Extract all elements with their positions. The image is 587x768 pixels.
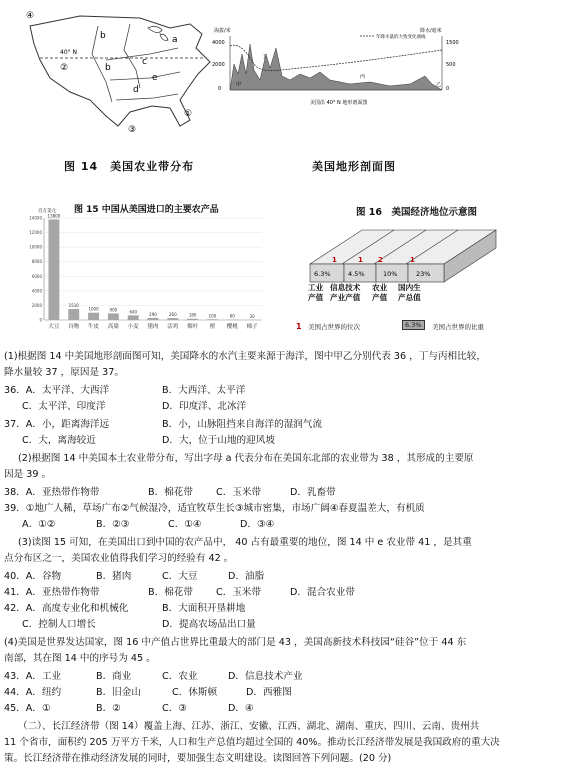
q40-option-a: 40．A．谷物 — [4, 571, 62, 582]
fig16-col-industry: 工业 产值 — [308, 283, 324, 302]
q44-option-b: B．旧金山 — [96, 687, 141, 698]
profile-tick-0: 0 — [218, 86, 222, 92]
q38-option-a: 38．A．亚热带作物带 — [4, 487, 100, 498]
legend-rank-num: 1 — [296, 322, 302, 331]
q40-option-b: B．猪肉 — [96, 571, 132, 582]
q36-option-c: C．太平洋、印度洋 — [22, 401, 106, 412]
fig15-bar — [167, 318, 178, 320]
latitude-label: 40° N — [60, 49, 78, 56]
terrain-fill — [230, 44, 442, 90]
q40-option-d: D．油脂 — [228, 571, 265, 582]
profile-tick-2000: 2000 — [212, 62, 225, 68]
q37-option-d: D．大，位于山地的迎风坡 — [162, 435, 275, 446]
profile-rtick-500: 500 — [446, 62, 456, 68]
q44-option-a: 44．A．纽约 — [4, 687, 62, 698]
q36-option-a: 36．A．太平洋、大西洋 — [4, 385, 110, 396]
fig15-container — [22, 198, 272, 338]
q43-option-b: B．商业 — [96, 671, 132, 682]
fig15-category-label: 猪肉 — [147, 324, 159, 330]
marker-3: ③ — [128, 125, 137, 135]
fig15-category-label: 烟叶 — [187, 324, 199, 330]
fig15-value-label: 1000 — [88, 306, 99, 312]
q36-stem-2: 降水量较 37 ，原因是 37。 — [4, 367, 124, 378]
q41-option-a: 41．A．亚热带作物带 — [4, 587, 100, 598]
fig15-bar — [207, 319, 218, 320]
fig15-bar — [48, 219, 59, 320]
q39-option-a: A．①② — [22, 519, 56, 530]
belt-label-a: a — [172, 35, 178, 45]
fig15-y-tick: 10000 — [29, 244, 42, 250]
fig16-col-agri: 农业 产值 — [372, 283, 388, 302]
fig16-col-gdp: 国内生 产总值 — [398, 283, 421, 302]
q45-option-c: C．③ — [162, 703, 187, 714]
fig15-category-label: 樱桃 — [226, 324, 238, 330]
fig15-bar — [187, 319, 198, 320]
fig15-unit: 百万美元 — [38, 209, 56, 214]
q38-option-b: B．棉花带 — [148, 487, 193, 498]
rank-it: 1 — [358, 256, 363, 264]
fig15-bar — [68, 309, 79, 320]
fig15-y-tick: 0 — [39, 317, 42, 323]
profile-jia: 甲 — [236, 82, 242, 88]
belt-label-e: e — [152, 73, 158, 83]
q41-option-d: D．混合农业带 — [290, 587, 355, 598]
q38-option-d: D．乳畜带 — [290, 487, 336, 498]
q42-option-d: D．提高农场品出口量 — [162, 619, 256, 630]
fig15-category-label: 棉子 — [246, 324, 258, 330]
share-agri: 10% — [383, 270, 398, 278]
fig15-value-label: 13800 — [47, 213, 61, 219]
fig15-value-label: 30 — [249, 313, 255, 319]
us-outline — [30, 16, 210, 126]
q42-option-b: B．大面积开垦耕地 — [162, 603, 246, 614]
belt-label-c: c — [142, 57, 147, 67]
q38-stem-1: (2)根据图 14 中美国本土农业带分布，写出字母 a 代表分布在美国东北部的农业带为 38 ，其形成的主要原 — [18, 453, 474, 464]
terrain-profile — [210, 24, 460, 114]
rank-agri: 2 — [378, 256, 383, 264]
section2-line-2: 11 个省市，面积约 205 万平方千米，人口和生产总值均超过全国的 40%。推动长江经济带发展是我国政府的重大决 — [4, 737, 500, 748]
fig15-value-label: 60 — [229, 313, 235, 319]
fig15-category-label: 活鸡 — [167, 324, 179, 330]
profile-y-left-label: 海拔/米 — [214, 28, 231, 34]
q41-option-b: B．棉花带 — [148, 587, 193, 598]
share-industry: 6.3% — [314, 270, 331, 278]
q38-stem-2: 因是 39 。 — [4, 469, 52, 480]
fig15-category-label: 高粱 — [107, 324, 119, 330]
q39-option-d: D．③④ — [240, 519, 275, 530]
fig15-y-tick: 12000 — [29, 230, 42, 236]
section2-line-3: 策。长江经济带在推动经济发展的同时，要加强生态文明建设。读图回答下列问题。(20 分) — [4, 753, 392, 764]
q43-option-d: D．信息技术产业 — [228, 671, 303, 682]
belt-label-b1: b — [100, 31, 106, 41]
fig15-bar — [148, 318, 159, 320]
marker-1: ① — [184, 109, 193, 119]
q36-stem-1: (1)根据图 14 中美国地形剖面图可知，美国降水的水汽主要来源于海洋，图中甲乙分别代表 36 ，丁与丙相比较， — [4, 351, 486, 362]
profile-ding: 丁 — [262, 54, 268, 60]
profile-yi: 乙 — [436, 82, 442, 88]
belt-label-b2: b — [105, 63, 111, 73]
profile-tick-4000: 4000 — [212, 40, 225, 46]
fig15-bar — [108, 313, 119, 320]
fig15-category-label: 小麦 — [127, 324, 139, 330]
q36-option-b: B．大西洋、太平洋 — [162, 385, 246, 396]
profile-y-right-label: 降水/毫米 — [420, 28, 442, 34]
fig15-category-label: 牛皮 — [88, 324, 100, 330]
q44-option-d: D．西雅图 — [246, 687, 292, 698]
share-gdp: 23% — [416, 270, 431, 278]
fig15-y-tick: 8000 — [31, 259, 42, 265]
profile-legend: 年降水量的大致变化曲线 — [376, 35, 426, 40]
us-agriculture-map — [20, 4, 230, 139]
fig15-y-tick: 14000 — [29, 215, 42, 221]
fig15-y-tick: 2000 — [31, 302, 42, 308]
fig15-value-label: 100 — [208, 313, 217, 319]
q36-option-d: D．印度洋、北冰洋 — [162, 401, 247, 412]
q43-option-a: 43．A．工业 — [4, 671, 62, 682]
q41-option-c: C．玉米带 — [216, 587, 262, 598]
legend-share-text: 美国占世界的比重 — [432, 323, 484, 331]
profile-x-caption: 美国沿 40° N 地形剖面图 — [310, 100, 368, 106]
fig15-value-label: 260 — [168, 312, 177, 318]
fig16-title: 图 16 美国经济地位示意图 — [356, 207, 478, 218]
rank-gdp: 1 — [410, 256, 415, 264]
fig15-y-tick: 6000 — [31, 273, 42, 279]
q39-line: 39．①地广人稀，草场广布②气候湿冷，适宜牧草生长③城市密集，市场广阔④春夏温差大，有机质 — [4, 503, 425, 514]
fig15-category-label: 橙 — [209, 324, 216, 330]
q37-option-b: B．小，山脉阻挡来自海洋的湿润气流 — [162, 419, 323, 430]
fig15-value-label: 180 — [188, 312, 197, 318]
q38-option-c: C．玉米带 — [216, 487, 262, 498]
profile-bing: 丙 — [360, 74, 366, 80]
q44-option-c: C．休斯顿 — [172, 687, 218, 698]
fig15-value-label: 900 — [109, 307, 118, 313]
fig15-chart — [22, 198, 272, 338]
rank-industry: 1 — [332, 256, 337, 264]
q43-stem-2: 南部，其在图 14 中的序号为 45 。 — [4, 653, 156, 664]
marker-2: ② — [60, 63, 69, 73]
belt-label-d: d — [133, 85, 139, 95]
q45-option-b: B．② — [96, 703, 121, 714]
fig15-category-label: 大豆 — [48, 324, 60, 330]
profile-caption: 美国地形剖面图 — [312, 160, 396, 173]
fig15-title: 图 15 中国从美国进口的主要农产品 — [74, 205, 219, 215]
q40-option-c: C．大豆 — [162, 571, 198, 582]
q45-option-d: D．④ — [228, 703, 254, 714]
fig16-col-it: 信息技术 产业产值 — [330, 283, 361, 302]
fig14-caption: 图 14 美国农业带分布 — [64, 160, 195, 173]
q39-option-b: B．②③ — [96, 519, 130, 530]
fig15-bar — [88, 313, 99, 320]
legend-rank-text: 美国占世界的位次 — [308, 323, 360, 331]
fig15-y-tick: 4000 — [31, 288, 42, 294]
fig15-value-label: 640 — [129, 309, 138, 315]
fig15-value-label: 1510 — [68, 302, 79, 308]
marker-4: ④ — [26, 11, 35, 21]
legend-share-box: 6.3% — [402, 320, 425, 330]
q42-option-a: 42．A．高度专业化和机械化 — [4, 603, 129, 614]
section2-line-1: （二）、长江经济带（图 14）覆盖上海、江苏、浙江、安徽、江西、湖北、湖南、重庆、四川、云南、贵州共 — [18, 721, 480, 732]
fig15-category-label: 谷物 — [68, 324, 80, 330]
fig15-bar — [128, 315, 139, 320]
profile-rtick-0: 0 — [446, 86, 450, 92]
q43-stem-1: (4)美国是世界发达国家，图 16 中产值占世界比重最大的部门是 43 ，美国高新技术科技园“硅谷”位于 44 东 — [4, 637, 467, 648]
fig15-value-label: 290 — [149, 311, 157, 317]
q39-option-c: C．①④ — [168, 519, 202, 530]
profile-rtick-1500: 1500 — [446, 40, 459, 46]
q37-option-a: 37．A．小，距离海洋远 — [4, 419, 110, 430]
q43-option-c: C．农业 — [162, 671, 198, 682]
share-it: 4.5% — [348, 270, 365, 278]
q40-stem-2: 点分布区之一，美国农业值得我们学习的经验有 42 。 — [4, 553, 234, 564]
q37-option-c: C．大，离海较近 — [22, 435, 96, 446]
q45-option-a: 45．A．① — [4, 703, 51, 714]
q40-stem-1: (3)读图 15 可知，在美国出口到中国的农产品中， 40 占有最重要的地位，图 14 中 e 农业带 41 ，是其重 — [18, 537, 472, 548]
q42-option-c: C．控制人口增长 — [22, 619, 96, 630]
